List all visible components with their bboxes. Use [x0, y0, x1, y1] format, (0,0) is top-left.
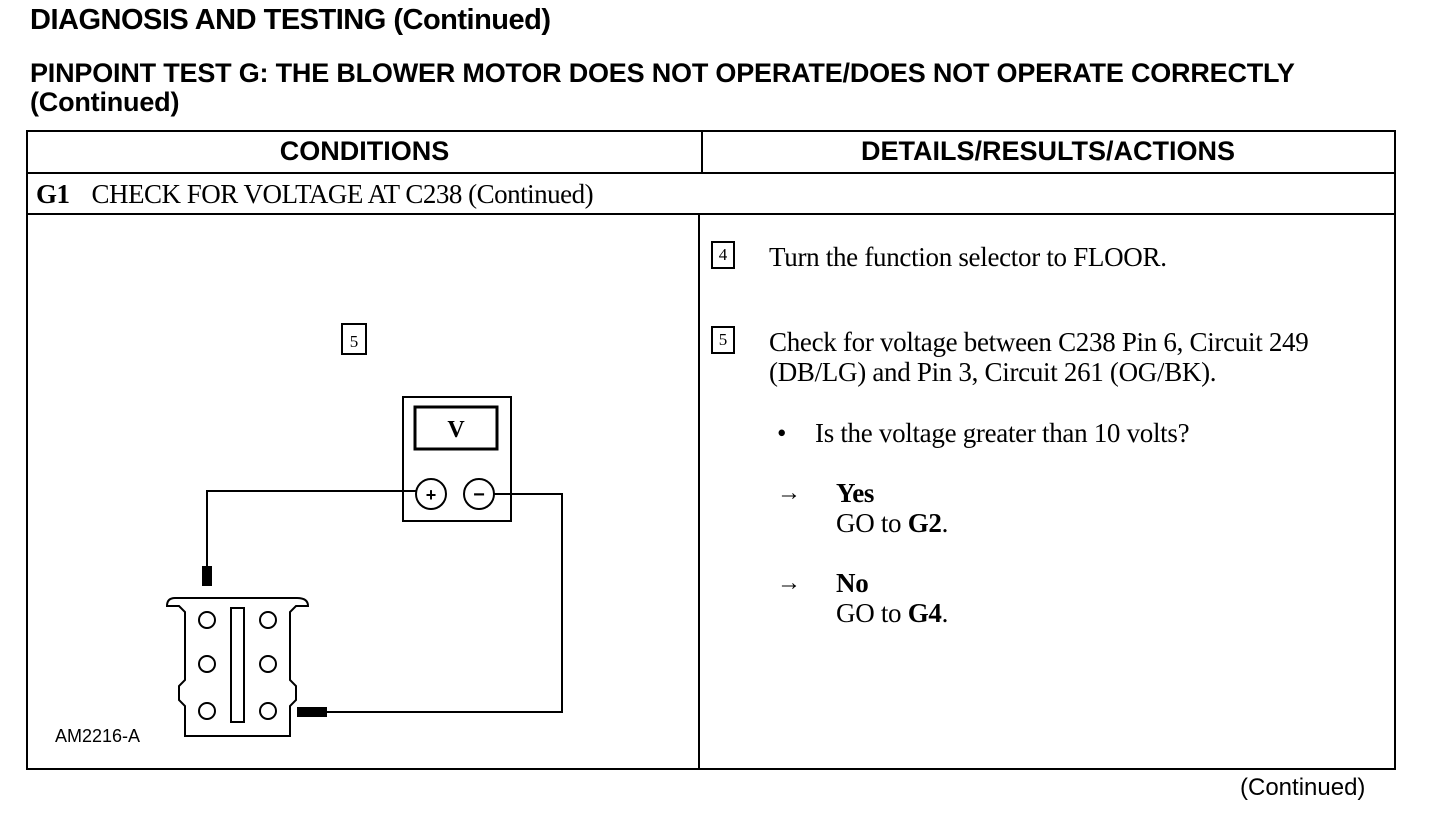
connector-center-key	[231, 608, 244, 722]
question-bullet: •	[777, 418, 787, 448]
step-id: G1	[36, 179, 70, 209]
continued-footer: (Continued)	[1240, 774, 1366, 801]
pinpoint-test-title: PINPOINT TEST G: THE BLOWER MOTOR DOES NOT OPERATE/DOES NOT OPERATE CORRECTLY (Continued)	[30, 58, 1295, 117]
result-no-arrow: →	[777, 570, 801, 596]
action-step-4-text: Turn the function selector to FLOOR.	[769, 242, 1167, 272]
connector-pin	[260, 656, 276, 672]
figure-id: AM2216-A	[55, 726, 141, 746]
column-header-conditions: CONDITIONS	[279, 136, 450, 166]
step-title: CHECK FOR VOLTAGE AT C238 (Continued)	[91, 179, 594, 209]
column-header-actions: DETAILS/RESULTS/ACTIONS	[860, 136, 1235, 166]
positive-terminal-symbol: +	[425, 485, 437, 505]
result-yes-target: G2	[907, 508, 942, 538]
page-title: DIAGNOSIS AND TESTING (Continued)	[30, 4, 551, 36]
negative-terminal-symbol: −	[473, 484, 485, 506]
action-step-5-box: 5	[711, 326, 735, 354]
question-text: Is the voltage greater than 10 volts?	[815, 418, 1190, 448]
positive-lead-wire	[207, 491, 416, 572]
action-step-4-box: 4	[711, 241, 735, 269]
connector-pin	[199, 703, 215, 719]
figure-step-marker: 5	[349, 332, 359, 351]
negative-lead-wire	[325, 494, 562, 712]
connector-pin	[199, 656, 215, 672]
action-step-5-text-line2: (DB/LG) and Pin 3, Circuit 261 (OG/BK).	[769, 357, 1217, 387]
negative-probe-tip	[297, 707, 327, 717]
result-no-action: GO to G4.	[836, 598, 949, 628]
connector-pin	[260, 703, 276, 719]
result-no-target: G4	[907, 598, 942, 628]
positive-probe-tip	[202, 566, 212, 586]
result-yes-arrow: →	[777, 480, 801, 506]
result-yes-action: GO to G2.	[836, 508, 949, 538]
connector-pin	[260, 612, 276, 628]
action-step-5-text-line1: Check for voltage between C238 Pin 6, Circuit 249	[769, 327, 1309, 357]
result-no-label: No	[836, 568, 869, 598]
connector-pin	[199, 612, 215, 628]
voltmeter-label: V	[447, 417, 465, 443]
result-yes-label: Yes	[836, 478, 875, 508]
